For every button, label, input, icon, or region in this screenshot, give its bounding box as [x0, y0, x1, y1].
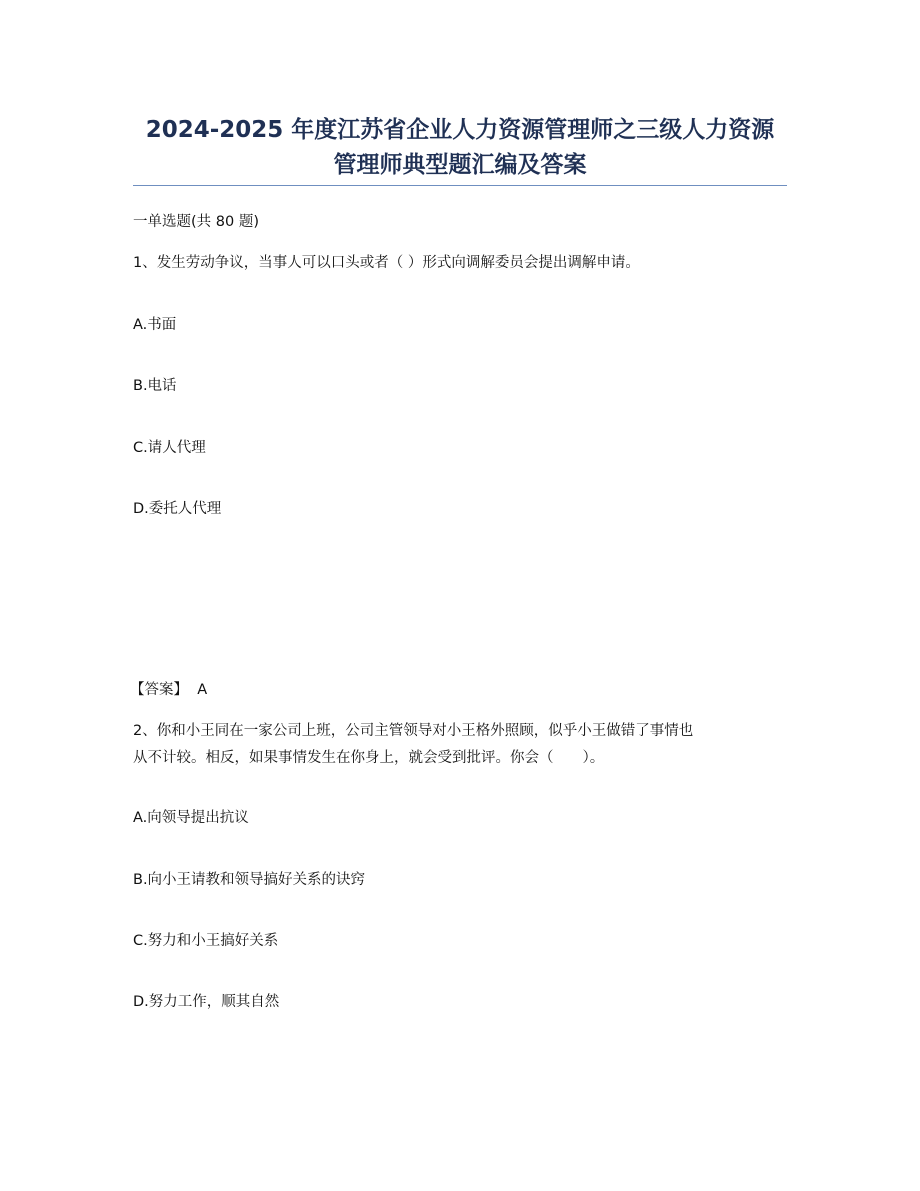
question-2-stem-line-1: 2、你和小王同在一家公司上班，公司主管领导对小王格外照顾，似乎小王做错了事情也 — [133, 723, 694, 739]
question-1-stem: 1、发生劳动争议，当事人可以口头或者（ ）形式向调解委员会提出调解申请。 — [133, 255, 640, 271]
question-2-option-d: D.努力工作，顺其自然 — [133, 994, 280, 1010]
document-title-line-1: 2024-2025 年度江苏省企业人力资源管理师之三级人力资源 — [145, 117, 775, 143]
document-title-line-2: 管理师典型题汇编及答案 — [333, 152, 587, 178]
question-1-option-d: D.委托人代理 — [133, 501, 222, 517]
question-2-option-a: A.向领导提出抗议 — [133, 810, 249, 826]
question-1-answer: 【答案】 A — [130, 682, 208, 698]
question-1-option-b: B.电话 — [133, 378, 177, 394]
question-2-stem-line-2: 从不计较。相反，如果事情发生在你身上，就会受到批评。你会（ ）。 — [133, 750, 605, 766]
question-2-option-c: C.努力和小王搞好关系 — [133, 933, 279, 949]
question-1-option-c: C.请人代理 — [133, 440, 206, 456]
question-2-option-b: B.向小王请教和领导搞好关系的诀窍 — [133, 872, 366, 888]
question-1-option-a: A.书面 — [133, 317, 177, 333]
section-heading: 一单选题(共 80 题) — [133, 214, 259, 230]
title-divider — [133, 185, 787, 186]
